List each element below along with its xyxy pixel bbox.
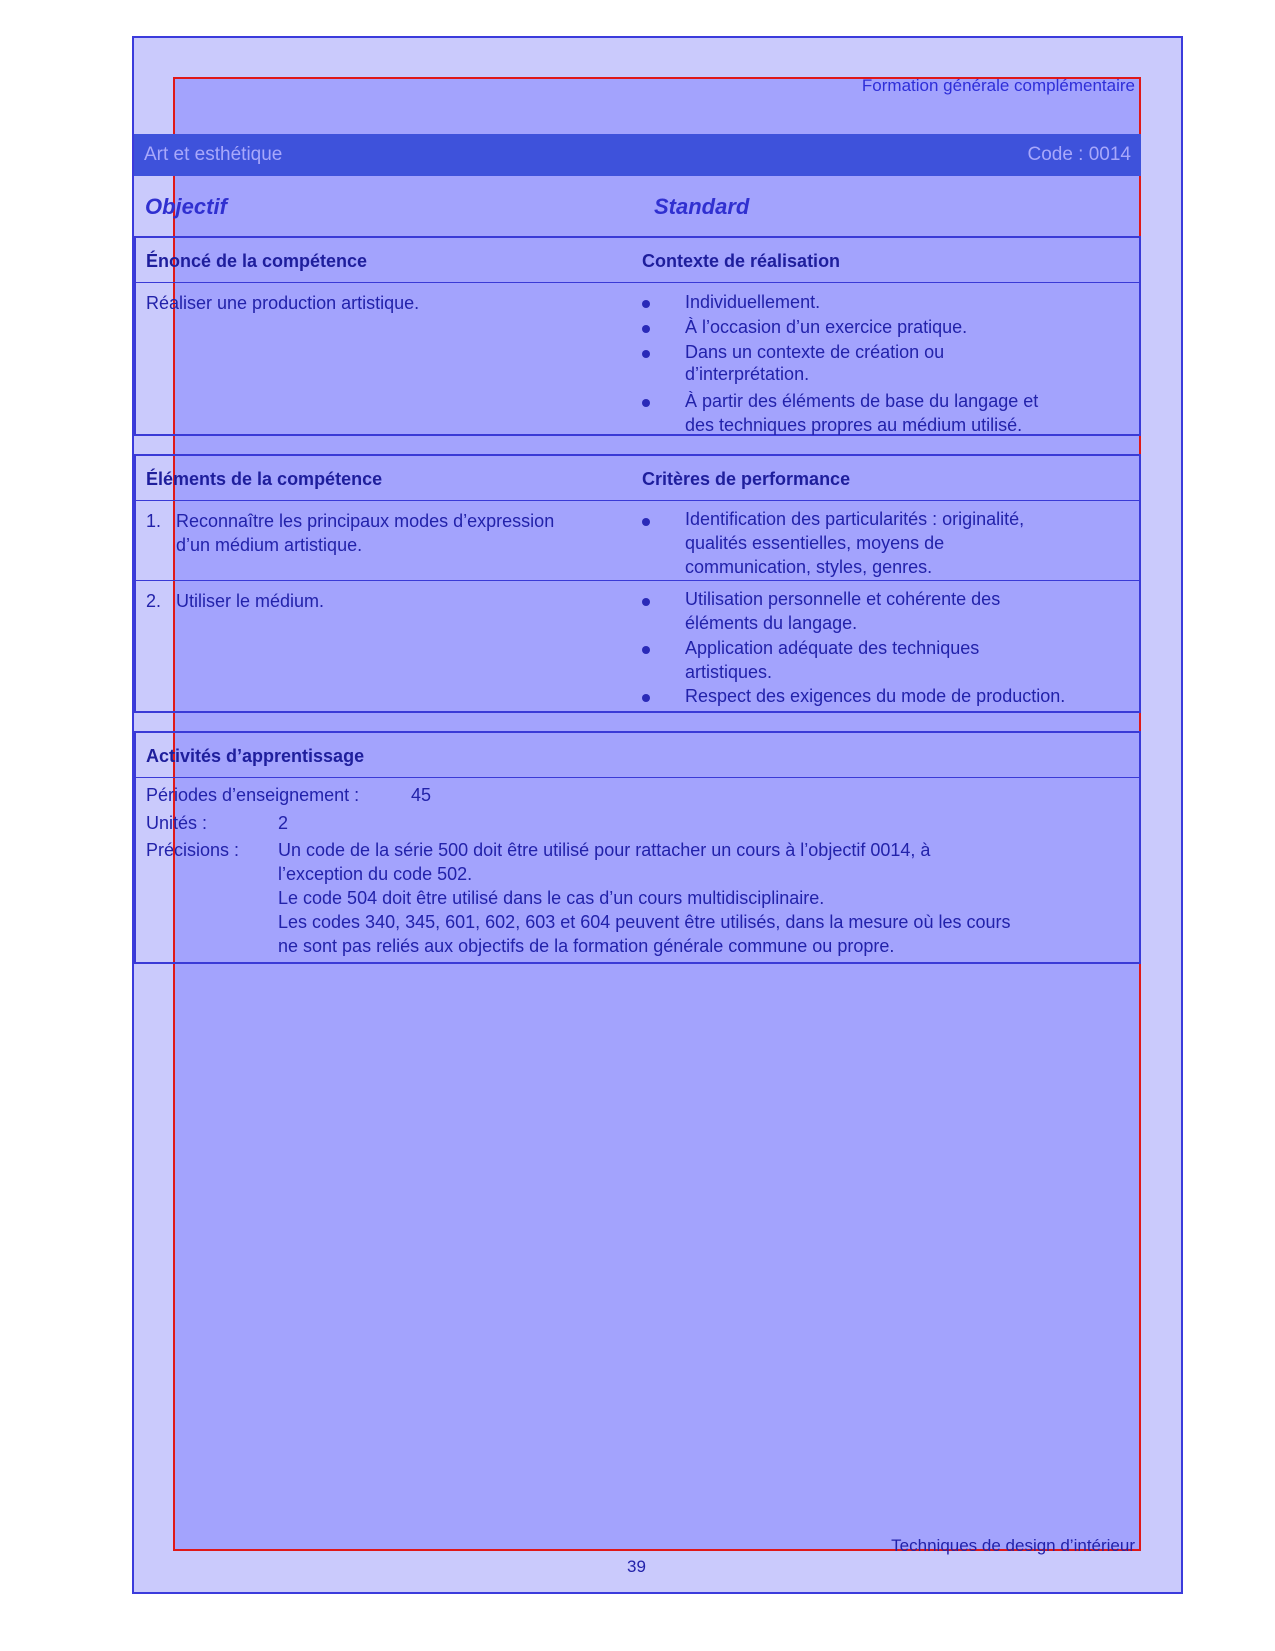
context-line: À l’occasion d’un exercice pratique. [685, 317, 968, 337]
criteria-line: Utilisation personnelle et cohérente des [685, 589, 1001, 609]
criteria-line: Identification des particularités : originalité, [685, 509, 1025, 529]
precisions-line: l’exception du code 502. [278, 864, 473, 884]
course-title: Art et esthétique [144, 144, 283, 165]
competency-header [136, 238, 1139, 283]
criteria-line: Respect des exigences du mode de production. [685, 686, 1066, 706]
criteria-line: éléments du langage. [685, 613, 858, 633]
page-number: 39 [627, 1557, 646, 1576]
standard-heading: Standard [654, 194, 750, 219]
competency-section [134, 236, 1141, 436]
periods-value: 45 [411, 785, 432, 805]
bullet [642, 300, 650, 308]
learning-activities-section [134, 731, 1141, 964]
criteria-heading: Critères de performance [642, 469, 851, 489]
precisions-line: Un code de la série 500 doit être utilisé pour rattacher un cours à l’objectif 0014, à [278, 840, 931, 860]
elements-section [134, 454, 1141, 713]
context-line: Dans un contexte de création ou [685, 342, 945, 362]
criteria-line: artistiques. [685, 662, 773, 682]
precisions-line: ne sont pas reliés aux objectifs de la formation générale commune ou propre. [278, 936, 895, 956]
bullet [642, 694, 650, 702]
title-bar [134, 134, 1141, 176]
units-value: 2 [278, 813, 289, 833]
row-divider [136, 580, 1139, 581]
context-line: d’interprétation. [685, 364, 810, 384]
element-line: Reconnaître les principaux modes d’expression [176, 511, 555, 531]
footer-program: Techniques de design d’intérieur [891, 1536, 1135, 1555]
precisions-line: Le code 504 doit être utilisé dans le cas d’un cours multidisciplinaire. [278, 888, 825, 908]
bullet [642, 325, 650, 333]
competency-statement: Réaliser une production artistique. [146, 293, 420, 313]
context-line: Individuellement. [685, 292, 821, 312]
bullet [642, 598, 650, 606]
bullet [642, 399, 650, 407]
elements-heading: Éléments de la compétence [146, 469, 383, 489]
objective-heading: Objectif [145, 194, 227, 219]
element-line: d’un médium artistique. [176, 535, 363, 555]
units-label: Unités : [146, 813, 208, 833]
course-code: Code : 0014 [1027, 144, 1131, 165]
precisions-line: Les codes 340, 345, 601, 602, 603 et 604 peuvent être utilisés, dans la mesure où les cours [278, 912, 1011, 932]
precisions-label: Précisions : [146, 840, 240, 860]
context-line: À partir des éléments de base du langage et [685, 391, 1039, 411]
element-number: 2. [146, 591, 162, 611]
activities-heading: Activités d’apprentissage [146, 746, 365, 766]
periods-label: Périodes d’enseignement : [146, 785, 360, 805]
running-head: Formation générale complémentaire [861, 76, 1135, 95]
bullet [642, 518, 650, 526]
criteria-line: communication, styles, genres. [685, 557, 933, 577]
bullet [642, 646, 650, 654]
elements-header [136, 456, 1139, 501]
bullet [642, 350, 650, 358]
statement-heading: Énoncé de la compétence [146, 251, 368, 271]
activities-header [136, 733, 1139, 778]
objective-standard-row [145, 194, 1135, 220]
criteria-line: qualités essentielles, moyens de [685, 533, 945, 553]
context-line: des techniques propres au médium utilisé. [685, 415, 1023, 435]
element-number: 1. [146, 511, 162, 531]
criteria-line: Application adéquate des techniques [685, 638, 980, 658]
element-line: Utiliser le médium. [176, 591, 325, 611]
context-heading: Contexte de réalisation [642, 251, 841, 271]
